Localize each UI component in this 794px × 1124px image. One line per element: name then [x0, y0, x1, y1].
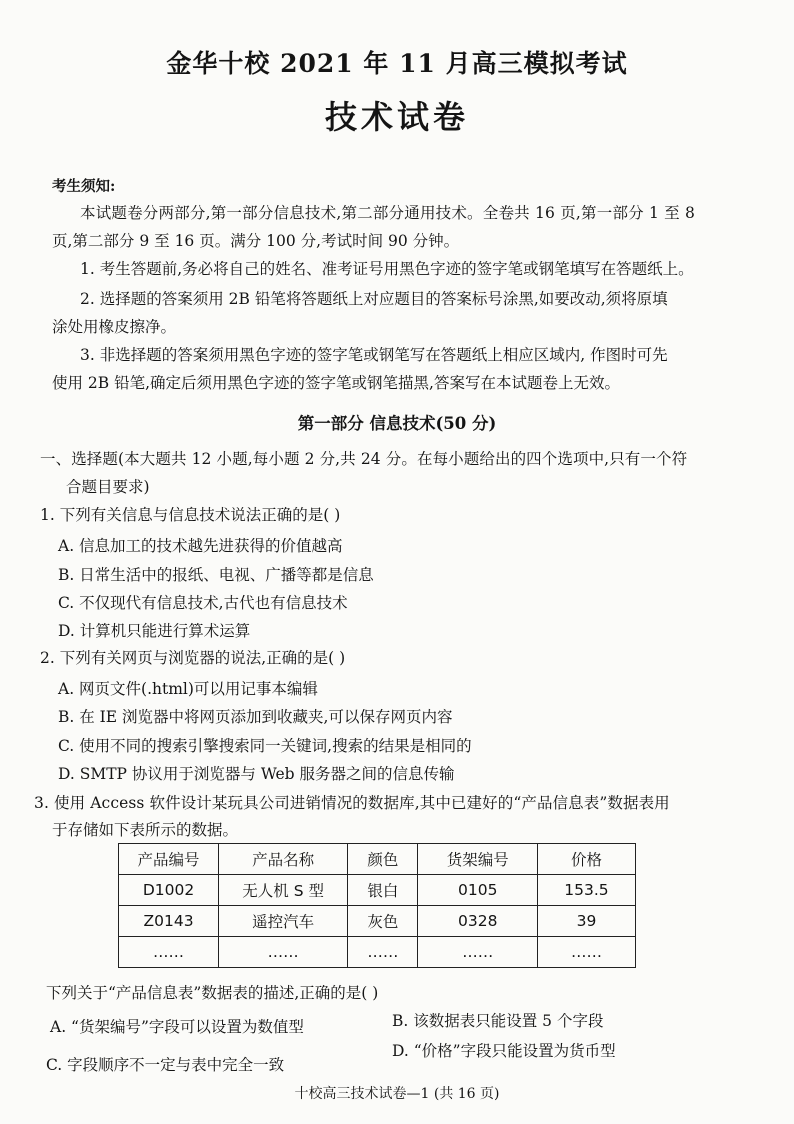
- table-cell: Z0143: [119, 906, 219, 937]
- table-row: [119, 906, 636, 937]
- product-info-table: [118, 843, 636, 968]
- table-cell: 灰色: [348, 906, 418, 937]
- notice-line: 页,第二部分 9 至 16 页。满分 100 分,考试时间 90 分钟。: [52, 232, 460, 250]
- table-cell: 39: [537, 906, 635, 937]
- table-cell: ……: [418, 937, 537, 968]
- table-row: [119, 937, 636, 968]
- question-3-option: A. “货架编号”字段可以设置为数值型: [50, 1018, 304, 1036]
- question-3-option: B. 该数据表只能设置 5 个字段: [392, 1012, 604, 1030]
- table-cell: 0328: [418, 906, 537, 937]
- table-header-cell: 产品编号: [119, 844, 219, 875]
- notice-heading: 考生须知:: [52, 178, 116, 195]
- question-3-stem: 于存储如下表所示的数据。: [52, 821, 239, 839]
- notice-line: 3. 非选择题的答案须用黑色字迹的签字笔或钢笔写在答题纸上相应区域内, 作图时可先: [80, 346, 668, 364]
- table-cell: 153.5: [537, 875, 635, 906]
- question-1-option: C. 不仅现代有信息技术,古代也有信息技术: [58, 594, 348, 612]
- table-cell: D1002: [119, 875, 219, 906]
- table-cell: 遥控汽车: [219, 906, 348, 937]
- table-cell: 0105: [418, 875, 537, 906]
- notice-line: 本试题卷分两部分,第一部分信息技术,第二部分通用技术。全卷共 16 页,第一部分 1 至 8: [80, 204, 696, 222]
- table-cell: ……: [537, 937, 635, 968]
- notice-line: 使用 2B 铅笔,确定后须用黑色字迹的签字笔或钢笔描黑,答案写在本试题卷上无效。: [52, 374, 620, 392]
- table-cell: ……: [348, 937, 418, 968]
- table-row: [119, 875, 636, 906]
- section-intro: 一、选择题(本大题共 12 小题,每小题 2 分,共 24 分。在每小题给出的四个选项中,只有一个符: [40, 450, 688, 468]
- exam-subtitle: 技术试卷: [324, 98, 469, 136]
- question-2-stem: 2. 下列有关网页与浏览器的说法,正确的是( ): [40, 649, 346, 667]
- notice-line: 1. 考生答题前,务必将自己的姓名、准考证号用黑色字迹的签字笔或钢笔填写在答题纸上。: [80, 260, 694, 278]
- table-cell: ……: [219, 937, 348, 968]
- question-2-option: D. SMTP 协议用于浏览器与 Web 服务器之间的信息传输: [58, 765, 455, 783]
- question-1-option: D. 计算机只能进行算术运算: [58, 622, 251, 640]
- question-2-option: C. 使用不同的搜索引擎搜索同一关键词,搜索的结果是相同的: [58, 737, 472, 755]
- question-1-option: B. 日常生活中的报纸、电视、广播等都是信息: [58, 566, 374, 584]
- question-3-prompt: 下列关于“产品信息表”数据表的描述,正确的是( ): [46, 984, 379, 1002]
- section-title: 第一部分 信息技术(50 分): [297, 414, 497, 433]
- question-3-option: C. 字段顺序不一定与表中完全一致: [46, 1056, 285, 1074]
- question-2-option: A. 网页文件(.html)可以用记事本编辑: [58, 680, 318, 698]
- page-footer: 十校高三技术试卷—1 (共 16 页): [294, 1086, 500, 1102]
- table-header-cell: 颜色: [348, 844, 418, 875]
- table-header-row: [119, 844, 636, 875]
- table-cell: 银白: [348, 875, 418, 906]
- question-2-option: B. 在 IE 浏览器中将网页添加到收藏夹,可以保存网页内容: [58, 708, 453, 726]
- table-header-cell: 产品名称: [219, 844, 348, 875]
- exam-title: 金华十校 2021 年 11 月高三模拟考试: [166, 49, 628, 78]
- question-1-stem: 1. 下列有关信息与信息技术说法正确的是( ): [40, 506, 341, 524]
- section-intro: 合题目要求): [66, 478, 150, 496]
- question-3-option: D. “价格”字段只能设置为货币型: [392, 1042, 616, 1060]
- table-header-cell: 价格: [537, 844, 635, 875]
- question-1-option: A. 信息加工的技术越先进获得的价值越高: [58, 537, 343, 555]
- table-cell: 无人机 S 型: [219, 875, 348, 906]
- notice-line: 2. 选择题的答案须用 2B 铅笔将答题纸上对应题目的答案标号涂黑,如要改动,须将原填: [80, 290, 668, 308]
- table-cell: ……: [119, 937, 219, 968]
- notice-line: 涂处用橡皮擦净。: [52, 318, 177, 336]
- table-header-cell: 货架编号: [418, 844, 537, 875]
- question-3-stem: 3. 使用 Access 软件设计某玩具公司进销情况的数据库,其中已建好的“产品信息表”数据表用: [34, 794, 670, 812]
